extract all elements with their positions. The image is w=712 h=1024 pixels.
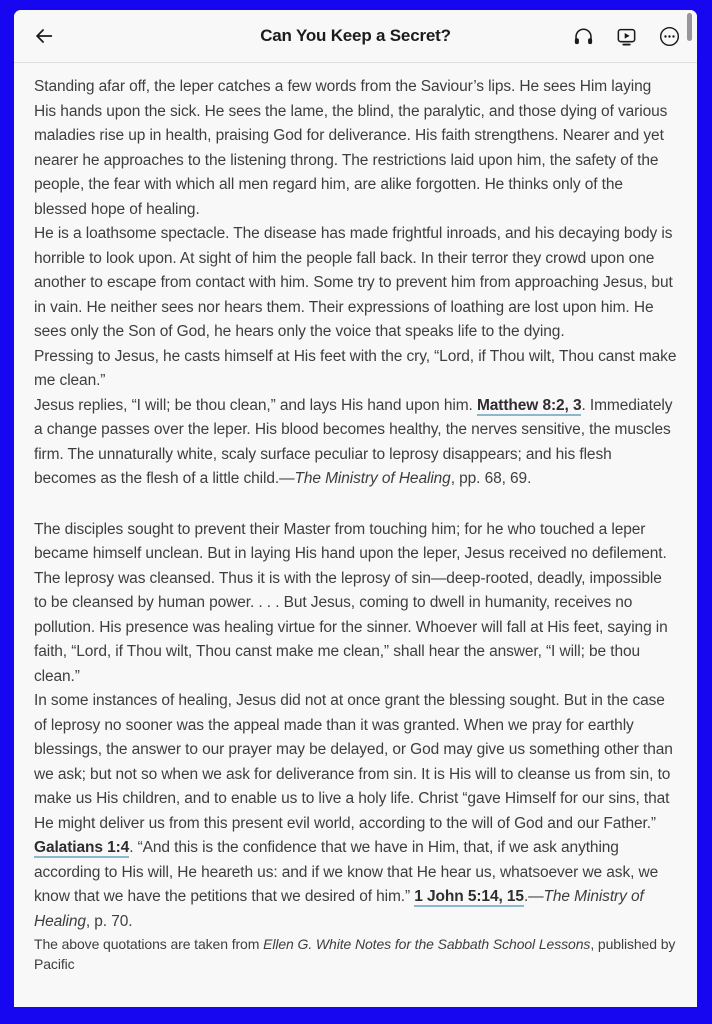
page-title: Can You Keep a Secret? <box>260 26 451 45</box>
header-bar <box>14 10 697 62</box>
paragraph: In some instances of healing, Jesus did not at once grant the blessing sought. But in the case of leprosy no sooner was the appeal made than it was granted. When we pray for earthly blessings, the answer to our prayer may be delayed, or God may give us something other than we ask; but not so when we ask for deliverance from sin. It is His will to cleanse us from sin, to make us His children, and to enable us to live a holy life. Christ “gave Himself for our sins, that He might deliver us from this present evil world, according to the will of God and our Father.” Galatians 1:4. “And this is the confidence that we have in Him, that, if we ask anything according to His will, He heareth us: and if we know that He hear us, whatsoever we ask, we know that we have the petitions that we desired of him.” 1 John 5:14, 15.—The Ministry of Healing, p. 70. <box>34 692 673 930</box>
paragraph: The disciples sought to prevent their Master from touching him; for he who touched a leper became himself unclean. But in laying His hand upon the leper, Jesus received no defilement. The leprosy was cleansed. Thus it is with the leprosy of sin—deep-rooted, deadly, impossible to be cleansed by human power. . . . But Jesus, coming to dwell in humanity, receives no pollution. His presence was healing virtue for the sinner. Whoever will fall at His feet, saying in faith, “Lord, if Thou wilt, Thou canst make me clean,” shall hear the answer, “I will; be thou clean.” <box>34 520 668 685</box>
paragraph: Jesus replies, “I will; be thou clean,” and lays His hand upon him. Matthew 8:2, 3. Immediately a change passes over the leper. His blood becomes healthy, the nerves sensitive, the muscles firm. The unnaturally white, scaly surface peculiar to leprosy disappears; and his flesh becomes as the flesh of a little child.—The Ministry of Healing, pp. 68, 69. <box>34 396 673 487</box>
scripture-link[interactable]: Galatians 1:4 <box>34 839 130 856</box>
more-options-icon <box>658 25 681 48</box>
book-title: Ellen G. White Notes for the Sabbath School Lessons <box>263 936 591 952</box>
article <box>14 62 697 974</box>
header-actions <box>571 24 681 48</box>
paragraph: Pressing to Jesus, he casts himself at His feet with the cry, “Lord, if Thou wilt, Thou canst make me clean.” <box>34 347 677 389</box>
source-note: The above quotations are taken from Ellen G. White Notes for the Sabbath School Lessons, published by Pacific <box>34 936 676 972</box>
headphones-icon <box>572 25 595 48</box>
reader-page <box>14 10 697 1007</box>
audio-button[interactable] <box>571 24 595 48</box>
more-button[interactable] <box>657 24 681 48</box>
video-player-icon <box>615 25 638 48</box>
back-arrow-icon <box>33 25 55 47</box>
paragraph: He is a loathsome spectacle. The disease has made frightful inroads, and his decaying body is horrible to look upon. At sight of him the people fall back. In their terror they crowd upon one another to escape from contact with him. Some try to prevent him from approaching Jesus, but in vain. He neither sees nor hears them. Their expressions of loathing are lost upon him. He sees only the Son of God, he hears only the voice that speaks life to the dying. <box>34 225 673 340</box>
book-title: The Ministry of Healing <box>294 470 451 487</box>
scripture-link[interactable]: 1 John 5:14, 15 <box>414 888 524 905</box>
book-title: The Ministry of Healing <box>34 888 644 930</box>
paragraph: Standing afar off, the leper catches a few words from the Saviour’s lips. He sees Him laying His hands upon the sick. He sees the lame, the blind, the paralytic, and those dying of various maladies rise up in health, praising God for deliverance. His faith strengthens. Nearer and yet nearer he approaches to the listening throng. The restrictions laid upon him, the safety of the people, the fear with which all men regard him, are alike forgotten. He thinks only of the blessed hope of healing. <box>34 78 668 218</box>
video-button[interactable] <box>614 24 638 48</box>
back-button[interactable] <box>30 22 58 50</box>
scripture-link[interactable]: Matthew 8:2, 3 <box>476 396 582 414</box>
scrollbar-thumb[interactable] <box>687 13 692 41</box>
